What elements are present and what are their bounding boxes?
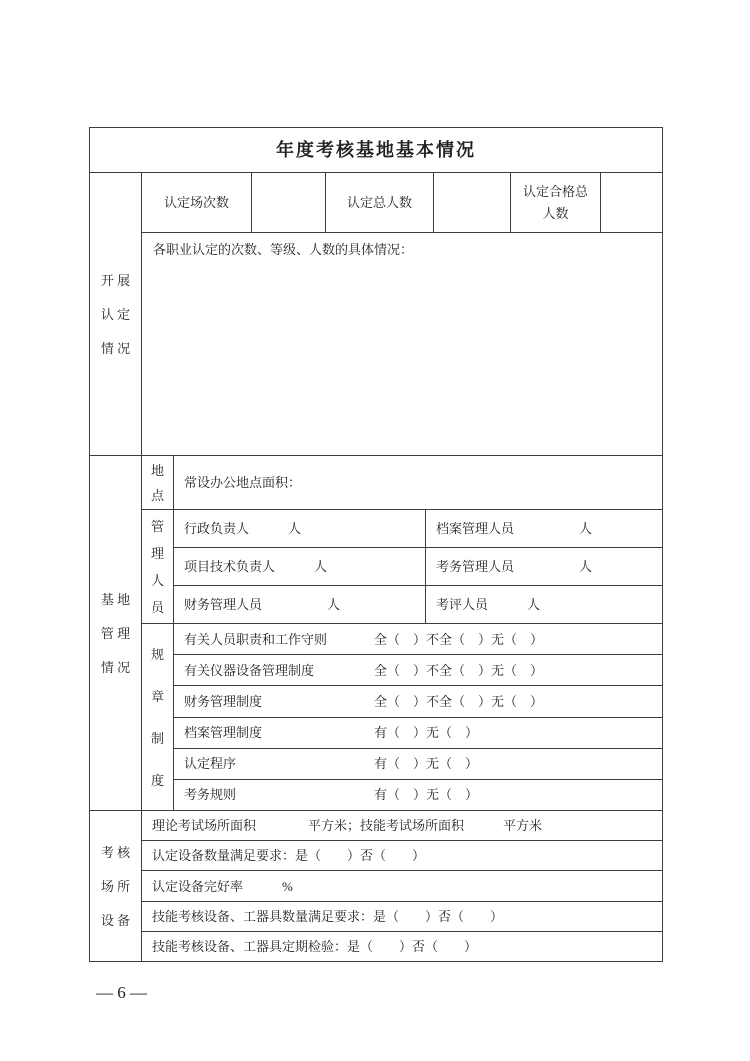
section-development bbox=[90, 173, 662, 456]
rule-options: 全（ ）不全（ ）无（ ） bbox=[374, 662, 544, 678]
rule-row-duties bbox=[174, 624, 662, 655]
staff-block bbox=[142, 510, 662, 624]
total-people-value-cell bbox=[434, 173, 511, 232]
sublabel-char: 理 bbox=[150, 545, 164, 561]
section-management-label bbox=[90, 456, 142, 810]
facility-row-skill-inspect: 技能考核设备、工器具定期检验：是（ ）否（ ） bbox=[152, 938, 478, 954]
section-label-line: 认 定 bbox=[100, 306, 131, 322]
staff-sublabel bbox=[142, 510, 174, 623]
section-label-line: 情 况 bbox=[100, 659, 131, 675]
staff-rows bbox=[174, 510, 662, 623]
sessions-count-value-cell bbox=[252, 173, 326, 232]
rule-options: 有（ ）无（ ） bbox=[374, 756, 479, 772]
sublabel-char: 人 bbox=[150, 572, 164, 588]
facility-row-skill-quantity: 技能考核设备、工器具数量满足要求：是（ ）否（ ） bbox=[142, 902, 662, 932]
rules-block bbox=[142, 624, 662, 810]
location-row bbox=[142, 456, 662, 510]
sublabel-char: 管 bbox=[150, 518, 164, 534]
staff-cell-finance-staff: 财务管理人员 人 bbox=[174, 586, 426, 623]
page-number: — 6 — bbox=[96, 983, 147, 1002]
rule-label: 考务规则 bbox=[184, 787, 237, 803]
section-label-line: 设 备 bbox=[100, 912, 131, 928]
rule-label: 有关人员职责和工作守则 bbox=[184, 631, 328, 647]
section-label-line: 考 核 bbox=[100, 844, 131, 860]
facility-row-exam-area: 理论考试场所面积 平方米；技能考试场所面积 平方米 bbox=[142, 811, 662, 841]
assessment-base-form-table bbox=[89, 127, 663, 962]
staff-cell-exam-staff: 考务管理人员 人 bbox=[436, 559, 593, 574]
facility-row-equip-quantity: 认定设备数量满足要求：是（ ）否（ ） bbox=[142, 841, 662, 871]
section-management bbox=[90, 456, 662, 811]
section-label-line: 管 理 bbox=[100, 625, 131, 641]
rule-options: 全（ ）不全（ ）无（ ） bbox=[374, 631, 544, 647]
sublabel-char: 制 bbox=[150, 730, 164, 746]
rules-sublabel bbox=[142, 624, 174, 810]
rule-row-finance bbox=[174, 686, 662, 717]
section-development-body bbox=[142, 173, 662, 455]
rule-row-archive bbox=[174, 718, 662, 749]
sublabel-char: 章 bbox=[150, 688, 164, 704]
rule-label: 认定程序 bbox=[184, 756, 237, 772]
rule-options: 有（ ）无（ ） bbox=[374, 725, 479, 741]
facilities-rows bbox=[142, 811, 662, 961]
section-management-body bbox=[142, 456, 662, 810]
rule-options: 全（ ）不全（ ）无（ ） bbox=[374, 693, 544, 709]
sublabel-char: 地 bbox=[150, 462, 164, 478]
rules-rows bbox=[174, 624, 662, 810]
staff-row bbox=[174, 510, 662, 548]
section-label-line: 基 地 bbox=[100, 591, 131, 607]
staff-row bbox=[174, 548, 662, 586]
rule-options: 有（ ）无（ ） bbox=[374, 787, 479, 803]
rule-row-equipment-mgmt bbox=[174, 655, 662, 686]
occupation-detail-prompt: 各职业认定的次数、等级、人数的具体情况： bbox=[153, 242, 414, 257]
sublabel-char: 点 bbox=[150, 487, 164, 503]
sublabel-char: 员 bbox=[150, 599, 164, 615]
occupation-detail-cell bbox=[142, 233, 662, 455]
section-label-line: 场 所 bbox=[100, 878, 131, 894]
location-sublabel bbox=[142, 456, 174, 509]
staff-row bbox=[174, 586, 662, 623]
section-label-line: 开 展 bbox=[100, 272, 131, 288]
staff-cell-admin-head: 行政负责人 人 bbox=[174, 510, 426, 547]
rule-label: 财务管理制度 bbox=[184, 693, 263, 709]
rule-row-procedure bbox=[174, 749, 662, 780]
qualified-total-value-cell bbox=[601, 173, 662, 232]
form-title: 年度考核基地基本情况 bbox=[90, 128, 662, 173]
section-facilities bbox=[90, 811, 662, 961]
section-facilities-label bbox=[90, 811, 142, 961]
section-development-label bbox=[90, 173, 142, 455]
statistics-header-row bbox=[142, 173, 662, 233]
staff-cell-tech-head: 项目技术负责人 人 bbox=[174, 548, 426, 585]
staff-cell-archive-staff: 档案管理人员 人 bbox=[436, 521, 593, 536]
rule-label: 档案管理制度 bbox=[184, 725, 263, 741]
office-area-cell: 常设办公地点面积： bbox=[184, 475, 302, 490]
facility-row-equip-condition: 认定设备完好率 % bbox=[142, 871, 662, 901]
sublabel-char: 规 bbox=[150, 646, 164, 662]
section-label-line: 情 况 bbox=[100, 340, 131, 356]
qualified-total-label: 认定合格总人数 bbox=[511, 173, 601, 232]
sessions-count-label: 认定场次数 bbox=[142, 173, 252, 232]
rule-label: 有关仪器设备管理制度 bbox=[184, 662, 315, 678]
total-people-label: 认定总人数 bbox=[326, 173, 434, 232]
staff-cell-assessors: 考评人员 人 bbox=[436, 597, 541, 612]
sublabel-char: 度 bbox=[150, 772, 164, 788]
rule-row-exam-rules bbox=[174, 780, 662, 810]
